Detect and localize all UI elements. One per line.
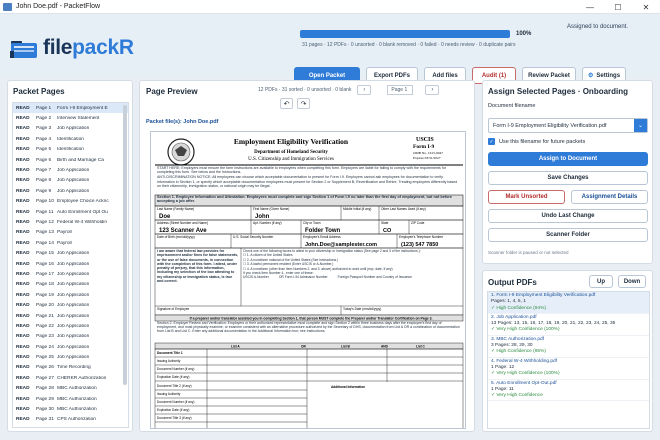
page-status: READ: [16, 323, 30, 329]
page-number: Page 18: [36, 282, 54, 288]
page-document: Job Application: [57, 282, 90, 288]
page-row[interactable]: [13, 176, 128, 186]
page-document: Job Application: [57, 168, 90, 174]
page-status: READ: [16, 209, 30, 215]
folder-logo-icon: [10, 37, 38, 59]
settings-label: Settings: [596, 72, 621, 79]
form-value-city: Folder Town: [305, 228, 341, 234]
form-uscis: USCIS: [416, 137, 434, 143]
page-status: READ: [16, 344, 30, 350]
output-pdfs-panel: [482, 270, 653, 432]
page-document: Job Application: [57, 313, 90, 319]
form-value-state: CO: [383, 228, 392, 234]
output-pdf-pages: 1 Page: 11: [491, 386, 514, 392]
form-anti-notice: ANTI-DISCRIMINATION NOTICE: All employees can choose which acceptable documentation to present for Form I-9. Employers cannot ask employees for documentation to verify information in Section 1, or specify which acceptable documentation employees must present for Section 2 or Supplement B, Reverification and Rehire. Treating employees differently based on their citizenship, immigration status, or national origin may be illegal.: [157, 175, 458, 188]
output-pdf-confidence: ✓ Very High Confidence: [491, 393, 543, 399]
page-document: Job Application: [57, 178, 90, 184]
form-option-4: 4. A noncitizen (other than Item Numbers 2. and 3. above) authorized to work until (exp. date, if any): [246, 266, 393, 271]
output-pdf-pages: 13 Pages: 13, 15, 16, 17, 18, 19, 20, 21, 22, 23, 24, 25, 35: [491, 321, 616, 327]
page-number: Page 26: [36, 365, 54, 371]
page-status: READ: [16, 168, 30, 174]
page-status: READ: [16, 188, 30, 194]
form-preparer: If a preparer and/or translator assisted you in completing Section 1, that person MUST complete the Preparer and/or Translator Certification on Page 3.: [189, 316, 433, 321]
form-list-a: List A: [231, 344, 240, 349]
output-pdf-name: 4. Federal W-4 Withholding.pdf: [491, 358, 558, 364]
add-files-button[interactable]: Add files: [424, 67, 466, 84]
page-document: Payroll: [57, 240, 72, 246]
form-section1: Section 1. Employee Information and Attestation: Employees must complete and sign Section 1 of Form I-9 no later than the first day of employment, but not before accepting a job offer.: [157, 195, 453, 204]
page-row[interactable]: [13, 103, 128, 113]
page-status: READ: [16, 136, 30, 142]
form-value-phone: (123) 547 7850: [401, 242, 439, 248]
page-status: READ: [16, 365, 30, 371]
form-label-passport: Foreign Passport Number and Country of Issuance: [337, 275, 412, 280]
form-row-docnum: Document Number (if any): [157, 367, 195, 371]
output-pdfs-list[interactable]: [487, 291, 650, 429]
page-document: Employee Choice Acknc: [57, 199, 109, 205]
output-pdf-item[interactable]: [488, 314, 649, 336]
form-value-address: 123 Scanner Ave: [159, 228, 207, 234]
form-option-2: 2. A noncitizen national of the United States (See Instructions.): [246, 257, 339, 262]
page-row[interactable]: [13, 197, 128, 207]
page-number: Page 13: [36, 230, 54, 236]
chevron-down-icon[interactable]: ⌄: [634, 119, 647, 132]
page-document: Job Application: [57, 323, 90, 329]
form-number: Form I-9: [413, 144, 435, 150]
page-number: Page 6: [36, 157, 52, 163]
output-pdf-pages: 3 Pages: 28, 29, 30: [491, 343, 533, 349]
page-row[interactable]: [13, 342, 128, 352]
next-page-button[interactable]: ›: [425, 85, 439, 95]
packet-file-label: Packet file(s): John Doe.pdf: [146, 119, 219, 125]
progress-label: 100%: [516, 31, 532, 37]
assign-panel: [482, 80, 653, 264]
page-row[interactable]: [13, 124, 128, 134]
form-label-email: Employee's Email Address: [303, 235, 341, 239]
page-row[interactable]: [13, 259, 128, 269]
form-attestation: I am aware that federal law provides for imprisonment and/or fines for false statements, or the use of false documents, in connection with the completion of this form. I attest, under penalty of perjury, that this information, including my selection of the box attesting to my citizenship or immigration status, is true and correct.: [157, 249, 239, 284]
output-pdf-pages: 1 Page: 12: [491, 364, 515, 370]
page-status: READ: [16, 157, 30, 163]
page-number: Page 16: [36, 261, 54, 267]
page-status: READ: [16, 355, 30, 361]
logo-text-a: file: [43, 36, 73, 59]
form-expires: Expires 03/31/2027: [413, 156, 441, 160]
page-row[interactable]: [13, 186, 128, 196]
assign-title: Assign Selected Pages · Onboarding: [488, 87, 629, 96]
page-number: Page 20: [36, 303, 54, 309]
page-document: Job Application: [57, 188, 90, 194]
page-status: READ: [16, 386, 30, 392]
page-row[interactable]: [13, 290, 128, 300]
page-row[interactable]: [13, 321, 128, 331]
move-up-button[interactable]: Up: [589, 275, 613, 288]
save-changes-button[interactable]: Save Changes: [488, 171, 648, 185]
output-pdf-confidence: ✓ High Confidence (94%): [491, 305, 546, 311]
output-pdf-name: 5. Auto Enrollment Opt-Out.pdf: [491, 380, 557, 386]
page-number: Page 22: [36, 323, 54, 329]
output-pdfs-title: Output PDFs: [488, 278, 537, 287]
page-document: Identification: [57, 136, 84, 142]
page-number: Page 10: [36, 199, 54, 205]
page-number: Page 19: [36, 292, 54, 298]
form-if-check4: If you check Item Number 4., enter one of these:: [243, 271, 314, 276]
form-image: Employment Eligibility Verification Department of Homeland Security U.S. Citizenship and Immigration Services USCIS Form I-9 OMB No. 1615-0047 Expires 03/31/2027 START HERE: Employers must ensure the form instructions are available to employees when completing this form. Employers are liable for failing to comply with the requirements for completing this form. See below and the Instructions. ANTI-DISCRIMINATION NOTICE: All employees can choose which acceptable documentation to present for Form I-9. Employers cannot ask employees for documentation to verify information in Section 1, or specify which acceptable documentation employees must present for Section 2 or Supplement B, Reverification and Rehire. Treating employees differently based on their citizenship, immigration status, or national origin may be illegal. Section 1. Employee Information and Attestation: Employees must complete and sign Section 1 of Form I-9 no later than the first day of employment, but not before accepting a job offer. Last Name (Family Name) First Name (Given Name) Middle Initial (if any) Other Last Names Used (if any) Doe John Address (Street Number and Name) Apt. Number (if any) City or Town State ZIP Code 123 Scanner Ave Folder Town CO Date of Birth (mm/dd/yyyy) U.S. Social Security Number Employee's Email Address Employee's Telephone Number John.Doe@samplester.com (123) 547 7850 I am aware that federal law provides for imprisonment and/or fines for false statements, or the use of false documents, in connection with the completion of this form. I attest, under penalty of perjury, that this information, including my selection of the box attesting to my citizenship or immigration status, is true and correct. Check one of the following boxes to attest to your citizenship or immigration status (See page 2 and 3 of the instructions.): ☐ 1. A citizen of the United States ☐ 2. A noncitizen national of the United States (See Instructions.) ☐ 3. A lawful permanent resident (Enter USCIS or A-Number.) ☐ 4. A noncitizen (other than Item Numbers 2. and 3. above) authorized to work until (exp. date, if any) If you check Item Number 4., enter one of these: USCIS A-Number OR Form I-94 Admission Number Foreign Passport Number and Country of Issuance Signature of Employee Today's Date (mm/dd/yyyy) If a preparer and/or translator assisted you in completing Section 1, that person MUST complete the Preparer and/or Translator Certification on Page 3. Section 2. Employer Review and Verification: Employers or their authorized representative must complete and sign Section 2 within three business days after the employee's first day of employment, and must physically examine, or examine consistent with an alternative procedure authorized by the Secretary of DHS, documentation from List A OR a combination of documentation from List B and List C. Enter any additional documentation in the Additional Information box; see Instructions. List A OR List B AND List C Document Title 1 Issuing Authority Document Number (if any) Expiration Date (if any) Document Title 2 (if any) Issuing Authority Document Number (if any) Expiration Date (if any) Document Title 3 (if any) Additional Information: [151, 132, 466, 429]
page-number: Page 1: [36, 105, 52, 111]
assign-to-document-button[interactable]: Assign to Document: [488, 152, 648, 166]
form-row-doctitle: Document Title 1: [157, 351, 183, 355]
page-row[interactable]: [13, 113, 128, 123]
document-filename-select[interactable]: [488, 118, 648, 133]
form-omb: OMB No. 1615-0047: [413, 151, 444, 155]
form-label-today: Today's Date (mm/dd/yyyy): [343, 307, 382, 311]
progress-fill: [300, 30, 510, 38]
page-status: READ: [16, 396, 30, 402]
form-value-last: Doe: [159, 214, 171, 220]
page-row[interactable]: [13, 394, 128, 404]
page-status: READ: [16, 334, 30, 340]
page-row[interactable]: [13, 311, 128, 321]
logo-text-b: packR: [72, 36, 134, 59]
form-label-zip: ZIP Code: [411, 221, 425, 225]
page-document: Birth and Marriage Ca: [57, 157, 104, 163]
page-document: Job Application: [57, 126, 90, 132]
close-button[interactable]: ✕: [642, 2, 650, 12]
form-label-city: City or Town: [303, 221, 321, 225]
page-number: Page 4: [36, 136, 52, 142]
form-list-b: List B: [341, 344, 350, 349]
page-number: Page 7: [36, 168, 52, 174]
page-document: Job Application: [57, 292, 90, 298]
form-check-one: Check one of the following boxes to attest to your citizenship or immigration status (See page 2 and 3 of the instructions.):: [243, 249, 421, 253]
page-status: READ: [16, 303, 30, 309]
page-document: Time Recording: [57, 365, 91, 371]
audit-button[interactable]: Audit (1): [472, 67, 516, 84]
page-number: Page 8: [36, 178, 52, 184]
page-preview-title: Page Preview: [146, 87, 198, 96]
form-start-here: START HERE: Employers must ensure the form instructions are available to employees when completing this form. Employers are liable for failing to comply with the requirements for completing this form. See below and the Instructions.: [157, 166, 447, 175]
page-number: Page 24: [36, 344, 54, 350]
packet-pages-title: Packet Pages: [13, 87, 65, 96]
reuse-filename-checkbox[interactable]: [488, 138, 585, 145]
output-pdf-confidence: ✓ Very High Confidence (100%): [491, 327, 560, 333]
page-document: CPS Authorization: [57, 417, 96, 423]
page-document: Job Application: [57, 261, 90, 267]
rotate-right-button[interactable]: ↷: [297, 98, 310, 109]
form-row-exp2: Expiration Date (if any): [157, 408, 190, 412]
output-pdf-item[interactable]: [488, 292, 649, 314]
page-status: READ: [16, 147, 30, 153]
page-row[interactable]: [13, 207, 128, 217]
page-document: Job Application: [57, 334, 90, 340]
output-pdf-confidence: ✓ High Confidence (95%): [491, 349, 546, 355]
maximize-button[interactable]: ☐: [614, 2, 622, 12]
reuse-filename-label: Use this filename for future packets: [499, 138, 586, 145]
minimize-button[interactable]: —: [586, 2, 594, 12]
page-preview-panel: [139, 80, 475, 432]
output-pdf-name: 2. Job Application.pdf: [491, 314, 537, 320]
page-number: Page 2: [36, 116, 52, 122]
page-document: MBC Authorization: [57, 386, 97, 392]
page-number: Page 31: [36, 417, 54, 423]
form-label-signature: Signature of Employee: [157, 307, 190, 311]
page-status: READ: [16, 417, 30, 423]
preview-nav: [258, 85, 441, 95]
page-input[interactable]: Page 1: [387, 85, 413, 95]
page-row[interactable]: [13, 228, 128, 238]
page-status: READ: [16, 271, 30, 277]
form-i9-page: [150, 131, 466, 429]
output-pdf-name: 3. MBC Authorization.pdf: [491, 336, 545, 342]
check-icon: ✓: [489, 138, 494, 145]
page-status: READ: [16, 292, 30, 298]
form-label-ssn: U.S. Social Security Number: [233, 235, 274, 239]
form-label-phone: Employee's Telephone Number: [399, 235, 444, 239]
app-header: [0, 14, 660, 77]
page-number: Page 11: [36, 209, 54, 215]
form-label-last: Last Name (Family Name): [157, 207, 195, 211]
form-value-first: John: [255, 214, 270, 220]
page-document: MBC Authorization: [57, 396, 97, 402]
form-label-uscis: USCIS A-Number: [243, 275, 269, 280]
rotate-left-button[interactable]: ↶: [280, 98, 293, 109]
page-number: Page 14: [36, 240, 54, 246]
open-packet-button[interactable]: Open Packet: [294, 67, 360, 84]
page-document: Auto Enrollment Opt Ou: [57, 209, 108, 215]
preview-summary: 12 PDFs · 31 sorted · 0 unsorted · 0 blank: [258, 87, 352, 93]
form-row-exp: Expiration Date (if any): [157, 375, 190, 379]
output-pdf-item[interactable]: [488, 336, 649, 358]
form-and: AND: [381, 344, 388, 349]
page-number: Page 17: [36, 271, 54, 277]
app-icon: [3, 3, 12, 11]
output-pdf-pages: Pages: 1, 4, 5, 1: [491, 299, 526, 305]
form-or: OR: [301, 344, 306, 349]
prev-page-button[interactable]: ‹: [357, 85, 371, 95]
page-number: Page 15: [36, 251, 54, 257]
page-status: READ: [16, 240, 30, 246]
page-status: READ: [16, 282, 30, 288]
page-document: Job Application: [57, 344, 90, 350]
page-document: Federal W-4 Withholdin: [57, 219, 108, 225]
form-label-other: Other Last Names Used (if any): [381, 207, 426, 211]
review-packet-button[interactable]: Review Packet: [522, 67, 576, 84]
logo: [10, 36, 134, 60]
form-list-c: List C: [416, 344, 425, 349]
page-row[interactable]: [13, 134, 128, 144]
gear-icon: ⚙: [587, 73, 594, 79]
page-number: Page 23: [36, 334, 54, 340]
page-number: Page 25: [36, 355, 54, 361]
page-row[interactable]: [13, 248, 128, 258]
packet-counts: 31 pages · 12 PDFs · 0 unsorted · 0 blank removed · 0 failed · 0 needs review · 0 duplicate pairs: [302, 42, 516, 48]
page-document: Job Application: [57, 355, 90, 361]
page-row[interactable]: [13, 155, 128, 165]
rotate-controls: [280, 98, 310, 109]
page-number: Page 28: [36, 386, 54, 392]
status-message: Assigned to document.: [566, 24, 628, 30]
assignment-details-button[interactable]: Assignment Details: [571, 190, 648, 204]
page-number: Page 3: [36, 126, 52, 132]
window-title: John Doe.pdf - PacketFlow: [16, 3, 101, 10]
form-row-doctitle3: Document Title 3 (if any): [157, 416, 192, 420]
page-row[interactable]: [13, 384, 128, 394]
page-status: READ: [16, 230, 30, 236]
page-row[interactable]: [13, 415, 128, 425]
form-row-docnum2: Document Number (if any): [157, 400, 195, 404]
page-status: READ: [16, 126, 30, 132]
form-label-i94: OR Form I-94 Admission Number: [278, 275, 328, 280]
form-label-address: Address (Street Number and Name): [157, 221, 209, 225]
page-status: READ: [16, 313, 30, 319]
page-status: READ: [16, 219, 30, 225]
page-number: Page 12: [36, 219, 54, 225]
page-document: Job Application: [57, 271, 90, 277]
form-label-mi: Middle Initial (if any): [343, 207, 372, 211]
page-row[interactable]: [13, 363, 128, 373]
form-label-first: First Name (Given Name): [253, 207, 290, 211]
page-row[interactable]: [13, 352, 128, 362]
output-pdf-name: 1. Form I-9 Employment Eligibility Verification.pdf: [491, 293, 596, 298]
page-row[interactable]: [13, 373, 128, 383]
form-section2: Section 2. Employer Review and Verification: Employers or their authorized representative must complete and sign Section 2 within three business days after the employee's first day of employment, and must physically examine, or examine consistent with an alternative procedure authorized by the Secretary of DHS, documentation from List A OR a combination of documentation from List B and List C. Enter any additional documentation in the Additional Information box; see Instructions.: [157, 321, 460, 334]
form-option-3: 3. A lawful permanent resident (Enter USCIS or A-Number.): [246, 262, 334, 267]
title-bar: [0, 0, 660, 14]
page-document: Job Application: [57, 303, 90, 309]
page-row[interactable]: [13, 332, 128, 342]
page-document: Job Application: [57, 251, 90, 257]
page-row[interactable]: [13, 300, 128, 310]
page-status: READ: [16, 375, 30, 381]
form-row-issuing: Issuing Authority: [157, 359, 181, 363]
undo-last-change-button[interactable]: Undo Last Change: [488, 209, 648, 223]
page-row[interactable]: [13, 280, 128, 290]
page-status: READ: [16, 261, 30, 267]
page-status: READ: [16, 199, 30, 205]
output-pdf-confidence: ✓ Very High Confidence (100%): [491, 371, 560, 377]
packet-pages-panel: [7, 80, 133, 432]
page-row[interactable]: [13, 404, 128, 414]
page-status: READ: [16, 116, 30, 122]
export-pdfs-button[interactable]: Export PDFs: [366, 67, 418, 84]
page-row[interactable]: [13, 165, 128, 175]
page-row[interactable]: [13, 145, 128, 155]
form-value-email: John.Doe@samplester.com: [305, 242, 377, 248]
form-row-issuing2: Issuing Authority: [157, 392, 181, 396]
page-status: READ: [16, 251, 30, 257]
scrollbar[interactable]: [123, 105, 127, 385]
form-additional-info: Additional Information: [331, 385, 365, 389]
packet-pages-list[interactable]: [12, 102, 129, 428]
mark-unsorted-button[interactable]: Mark Unsorted: [488, 190, 565, 204]
output-pdf-item[interactable]: [488, 380, 649, 402]
form-row-doctitle2: Document Title 2 (if any): [157, 384, 192, 388]
page-document: Interview Statement: [57, 116, 100, 122]
page-row[interactable]: [13, 269, 128, 279]
page-number: Page 21: [36, 313, 54, 319]
page-number: Page 9: [36, 188, 52, 194]
page-document: Identification: [57, 147, 84, 153]
output-pdf-item[interactable]: [488, 358, 649, 380]
form-dept: Department of Homeland Security: [254, 150, 328, 155]
form-label-state: State: [381, 221, 389, 225]
page-number: Page 30: [36, 407, 54, 413]
form-agency: U.S. Citizenship and Immigration Services: [248, 157, 334, 162]
document-filename-value: Form I-9 Employment Eligibility Verification.pdf: [493, 122, 607, 129]
move-down-button[interactable]: Down: [618, 275, 646, 288]
scanner-folder-button[interactable]: Scanner Folder: [488, 228, 648, 242]
page-number: Page 27: [36, 375, 54, 381]
page-status: READ: [16, 407, 30, 413]
scanner-note: Scanner folder is paused or not selected: [488, 250, 569, 255]
page-row[interactable]: [13, 238, 128, 248]
page-document: CHERKR Authorization: [57, 375, 107, 381]
page-number: Page 29: [36, 396, 54, 402]
form-label-dob: Date of Birth (mm/dd/yyyy): [157, 235, 195, 239]
page-number: Page 5: [36, 147, 52, 153]
page-document: MBC Authorization: [57, 407, 97, 413]
page-document: Payroll: [57, 230, 72, 236]
document-filename-label: Document filename: [488, 103, 536, 109]
page-status: READ: [16, 105, 30, 111]
page-document: Form I-9 Employment E: [57, 105, 108, 111]
form-label-apt: Apt. Number (if any): [253, 221, 282, 225]
page-row[interactable]: [13, 217, 128, 227]
form-title: Employment Eligibility Verification: [233, 137, 349, 146]
page-status: READ: [16, 178, 30, 184]
form-option-1: 1. A citizen of the United States: [246, 253, 293, 258]
progress-bar: [300, 30, 510, 38]
